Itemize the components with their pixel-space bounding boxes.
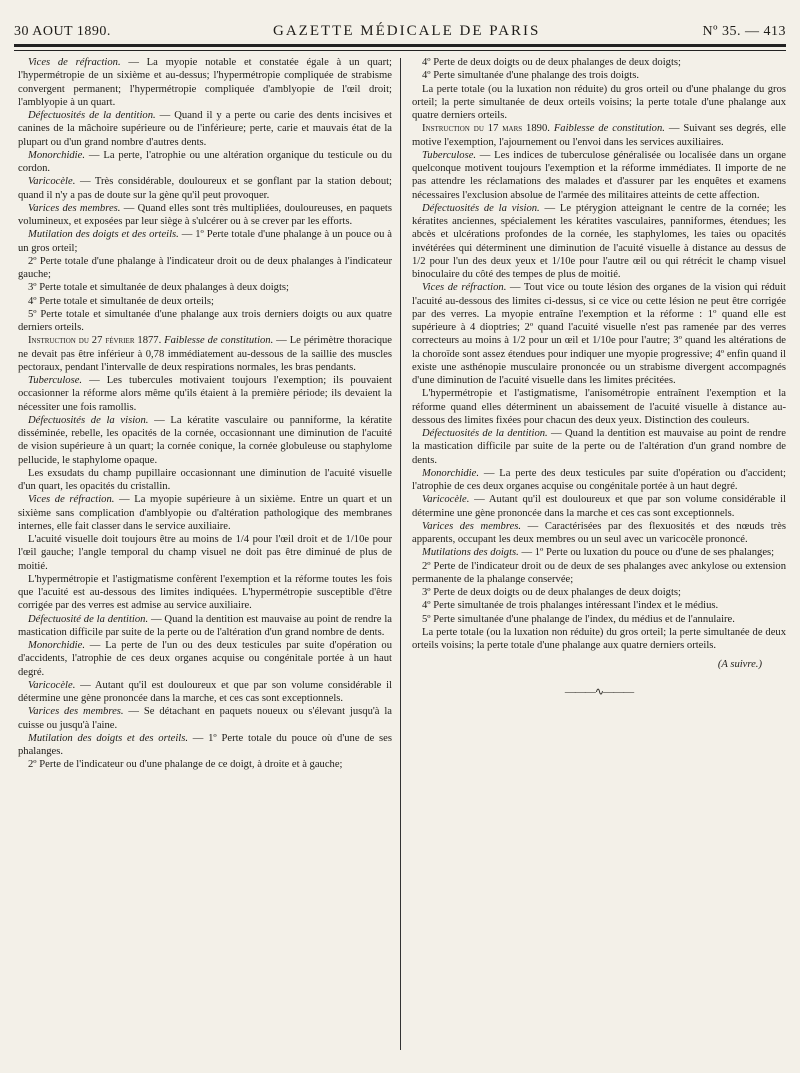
right-column xyxy=(412,56,786,1061)
paragraph-text: — Se détachant en paquets noueux ou s'élevant jusqu'à la cuisse ou jusqu'à l'aine. xyxy=(18,706,392,731)
section-heading: Défectuosités de la dentition. xyxy=(422,428,548,439)
section-heading: Tuberculose. xyxy=(422,149,477,161)
paragraph xyxy=(412,427,786,467)
paragraph xyxy=(18,149,392,176)
section-heading: Défectuosité de la dentition. xyxy=(28,613,149,625)
paragraph-text: 3º Perte de deux doigts ou de deux phalanges de deux doigts; xyxy=(422,587,681,598)
section-heading: Monorchidie. xyxy=(422,467,479,479)
paragraph-text: — Autant qu'il est douloureux et que par son volume considérable il détermine une gène prononcée dans la marche, et ces cas sont exceptionnels. xyxy=(18,679,392,704)
paragraph xyxy=(18,414,392,467)
paragraph xyxy=(18,175,392,202)
paragraph xyxy=(18,705,392,732)
paragraph xyxy=(412,281,786,387)
paragraph-text: — Les tubercules motivaient toujours l'exemption; ils pouvaient occasionner la réforme alors même qu'ils étaient à la première période; ils devaient la nécessiter une fois ramollis. xyxy=(18,375,392,413)
instruction-heading: Instruction du 27 février 1877. xyxy=(28,335,162,347)
section-heading: Faiblesse de constitution. xyxy=(549,123,665,135)
paragraph xyxy=(412,122,786,149)
section-heading: Vices de réfraction. xyxy=(28,494,115,506)
paragraph-text: L'hypermétropie et l'astigmatisme, l'anisométropie entraînent l'exemption et la réforme quand elles déterminent un abaissement de l'acuité visuelle à distance au-dessous des limites fixées pour chacun des deux yeux. Distinction des couleurs. xyxy=(412,388,786,426)
paragraph xyxy=(18,613,392,640)
paragraph xyxy=(412,69,786,82)
paragraph xyxy=(18,281,392,294)
paragraph xyxy=(18,202,392,229)
section-heading: Vices de réfraction. xyxy=(28,57,121,68)
paragraph xyxy=(18,295,392,308)
paragraph-text: La perte totale (ou la luxation non réduite) du gros orteil ou d'une phalange du gros orteil; la perte simultanée de deux orteils voisins; la perte totale d'une phalange aux quatre derniers orteils. xyxy=(412,83,786,121)
paragraph xyxy=(18,228,392,255)
paragraph xyxy=(412,599,786,612)
paragraph-text: 4º Perte totale et simultanée de deux orteils; xyxy=(28,295,214,307)
paragraph-text: 3º Perte totale et simultanée de deux phalanges à deux doigts; xyxy=(28,282,289,294)
section-heading: Varicocèle. xyxy=(422,494,470,506)
header-rule-thin xyxy=(14,50,786,51)
paragraph xyxy=(412,546,786,559)
paragraph-text: — Quand il y a perte ou carie des dents incisives et canines de la mâchoire supérieure ou de l'inférieure; perte, carie et mauvais état de la plupart ou d'un grand nombre d'autres dents. xyxy=(18,110,392,148)
paragraph xyxy=(18,533,392,573)
paragraph xyxy=(18,758,392,771)
paragraph-text: — Le périmètre thoracique ne devait pas être inférieur à 0,78 immédiatement au-dessous de la saillie des muscles pectoraux, pendant l'intervalle de deux respirations normales, les bras pendants. xyxy=(18,335,392,373)
section-heading: Varicocèle. xyxy=(28,679,76,691)
paragraph xyxy=(18,56,392,109)
section-heading: Vices de réfraction. xyxy=(422,282,507,294)
section-heading: Faiblesse de constitution. xyxy=(161,335,274,347)
paragraph-text: 5º Perte totale et simultanée d'une phalange aux trois derniers doigts ou aux quatre derniers orteils. xyxy=(18,308,392,333)
paragraph-text: — 1º Perte totale d'une phalange à un pouce ou à un gros orteil; xyxy=(18,229,392,254)
paragraph-text: 5º Perte simultanée d'une phalange de l'index, du médius et de l'annulaire. xyxy=(422,613,735,625)
paragraph xyxy=(412,83,786,123)
paragraph-text: — Quand la dentition est mauvaise au point de rendre la mastication difficile par suite de la perte ou de l'altération d'un grand nombre de dents. xyxy=(412,428,786,466)
paragraph xyxy=(412,387,786,427)
instruction-heading: Instruction du 17 mars 1890. xyxy=(422,123,550,135)
paragraph-text: — 1º Perte totale du pouce où d'une de ses phalanges. xyxy=(18,732,392,757)
paragraph-text: 4º Perte simultanée de trois phalanges intéressant l'index et le médius. xyxy=(422,600,719,612)
paragraph-text: — Les indices de tuberculose généralisée ou localisée dans un organe quelconque motivent toujours l'exemption et la réforme immédiates. Il importe de ne pas attendre les réclamations des malades et d'assurer par les enquêtes et examens nécessaires l'exclusion absolue de l'armée des militaires atteints de cette affection. xyxy=(412,149,786,201)
paragraph-text: — Quand elles sont très multipliées, douloureuses, en paquets volumineux, et exposées par leur siège à s'ulcérer ou à se crever par les efforts. xyxy=(18,202,392,227)
paragraph xyxy=(412,467,786,494)
paragraph-text: 4º Perte de deux doigts ou de deux phalanges de deux doigts; xyxy=(422,57,681,68)
left-column xyxy=(18,56,392,1061)
paragraph-text: — Suivant ses degrés, elle motive l'exemption, l'ajournement ou l'envoi dans les services auxiliaires. xyxy=(412,123,786,148)
paragraph-text: 4º Perte simultanée d'une phalange des trois doigts. xyxy=(422,70,640,82)
paragraph-text: — Caractérisées par des flexuosités et des nœuds très apparents, occupant les deux membres ou un seul avec un varicocèle prononcé. xyxy=(412,520,786,545)
paragraph-text: — La myopie supérieure à un sixième. Entre un quart et un sixième sans complication d'amblyopie ou d'altération pathologique des membranes internes, elle fait classer dans le service auxiliaire. xyxy=(18,494,392,532)
paragraph-text: 2º Perte de l'indicateur droit ou de deux de ses phalanges avec ankylose ou extension permanente de la phalange conservée; xyxy=(412,560,786,585)
paragraph xyxy=(412,560,786,587)
paragraph-text: L'acuité visuelle doit toujours être au moins de 1/4 pour l'œil droit et de 1/10e pour l'œil gauche; l'angle temporal du champ visuel ne doit pas être diminué de plus de moitié. xyxy=(18,534,392,572)
section-heading: Varices des membres. xyxy=(28,202,121,214)
section-heading: Défectuosités de la vision. xyxy=(28,414,149,426)
issue-number: Nº 35. — 413 xyxy=(702,24,786,39)
paragraph-text: — Tout vice ou toute lésion des organes de la vision qui réduit l'acuité au-dessous des limites ci-dessus, si ce vice ou cette lésion ne peut être corrigée par des verres. La myopie entraîne l'exemption et la réforme : 1º quand elle est supérieure à 4 dioptries; 2º quand l'acuité visuelle n'est pas ramenée par des verres correcteurs au moins à 1/2 pour un œil et 1/10e pour l'autre; 3º quand les altérations de la choroïde sont assez étendues pour indiquer une myopie progressive; 4º enfin quand il existe une asthénopie musculaire prononcée ou un strabisme divergent accompagnés d'une diminution de l'acuité visuelle dans les limites précitées. xyxy=(412,282,786,386)
section-heading: Monorchidie. xyxy=(28,149,85,161)
paragraph-text: — La perte des deux testicules par suite d'opération ou d'accident; l'atrophie de ces deux organes acquise ou congénitale portée à un haut degré. xyxy=(412,467,786,492)
section-heading: Varicocèle. xyxy=(28,176,76,188)
paragraph-text: Les exsudats du champ pupillaire occasionnant une diminution de l'acuité visuelle d'un quart, les opacités du cristallin. xyxy=(18,467,392,492)
ornament-divider: ———∿——— xyxy=(564,685,634,698)
paragraph-text: — Le ptérygion atteignant le centre de la cornée; les kératites anciennes, spécialement les kératites vasculaires, panniformes, étendues; les abcès et ulcérations profondes de la cornée, les staphylomes, les taies ou opacités invétérées qui déterminent une diminution de l'acuité visuelle à distance au dessus de 1/2 pour l'un des deux yeux et 1/10e pour l'autre œil ou qui rétrécit le champ visuel binoculaire du côté des tempes de plus de moitié. xyxy=(412,202,786,280)
issue-date: 30 AOUT 1890. xyxy=(14,24,111,39)
paragraph xyxy=(412,586,786,599)
header-rule-thick xyxy=(14,44,786,47)
paragraph-text: 2º Perte de l'indicateur ou d'une phalange de ce doigt, à droite et à gauche; xyxy=(28,759,343,771)
paragraph xyxy=(18,679,392,706)
section-heading: Défectuosités de la dentition. xyxy=(28,110,156,121)
paragraph-text: La perte totale (ou la luxation non réduite) du gros orteil; la perte simultanée de deux orteils voisins; la perte totale d'une phalange aux quatre derniers orteils. xyxy=(412,626,786,651)
paragraph-text: — Très considérable, douloureux et se gonflant par la station debout; quand il n'y a pas de doute sur la gène qu'il peut provoquer. xyxy=(18,176,392,201)
paragraph xyxy=(18,639,392,679)
section-heading: Mutilation des doigts et des orteils. xyxy=(28,732,189,744)
paragraph xyxy=(18,732,392,759)
paragraph-text: — Autant qu'il est douloureux et que par son volume considérable il détermine une gène prononcée dans la marche et ces cas sont exceptionnels. xyxy=(412,494,786,519)
paragraph xyxy=(18,334,392,374)
section-heading: Monorchidie. xyxy=(28,640,85,651)
paragraph-text: L'hypermétropie et l'astigmatisme confèrent l'exemption et la réforme toutes les fois que l'acuité est au-dessous des limites indiquées. L'hypermétropie susceptible d'être corrigée par des verres est admise au service auxiliaire. xyxy=(18,573,392,612)
paragraph xyxy=(18,109,392,149)
section-heading: Défectuosités de la vision. xyxy=(422,202,540,214)
paragraph xyxy=(18,493,392,533)
paragraph xyxy=(412,613,786,626)
paragraph xyxy=(18,308,392,335)
section-heading: Tuberculose. xyxy=(28,375,83,386)
paragraph xyxy=(412,493,786,520)
paragraph xyxy=(18,374,392,414)
paragraph xyxy=(412,56,786,69)
paragraph-text: — La perte, l'atrophie ou une altération organique du testicule ou du cordon. xyxy=(18,149,392,174)
continuation-note: (A suivre.) xyxy=(717,659,762,671)
journal-title: GAZETTE MÉDICALE DE PARIS xyxy=(273,23,541,39)
paragraph-text: — La myopie notable et constatée égale à un quart; l'hypermétropie de un sixième et au-dessus; l'hypermétropie compliquée de strabisme convergent permanent; l'hypermétropie compliquée d'amblyopie de l'œil droit; l'amblyopie à un quart. xyxy=(18,57,392,108)
section-heading: Mutilations des doigts. xyxy=(422,547,519,559)
paragraph-text: 2º Perte totale d'une phalange à l'indicateur droit ou de deux phalanges à l'indicateur gauche; xyxy=(18,255,392,280)
paragraph-text: — La kératite vasculaire ou panniforme, la kératite disséminée, rebelle, les opacités de la cornée, occasionnant une diminution de l'acuité de vision supérieure à un quart; la cornée conique, la cornée globuleuse ou staphylome pellucide, le staphylome opaque. xyxy=(18,414,392,466)
section-heading: Varices des membres. xyxy=(28,706,124,718)
paragraph-text: — La perte de l'un ou des deux testicules par suite d'opération ou d'accidents, l'atrophie de ces deux organes acquise ou congénitale portée à un haut degré. xyxy=(18,640,392,678)
section-heading: Mutilation des doigts et des orteils. xyxy=(28,229,179,241)
paragraph xyxy=(18,467,392,494)
paragraph-text: — Quand la dentition est mauvaise au point de rendre la mastication difficile par suite de la perte ou de l'altération d'un grand nombre de dents. xyxy=(18,613,392,638)
paragraph xyxy=(412,149,786,202)
paragraph xyxy=(412,626,786,653)
paragraph xyxy=(18,573,392,613)
column-divider xyxy=(400,58,401,1050)
paragraph-text: — 1º Perte ou luxation du pouce ou d'une de ses phalanges; xyxy=(518,547,775,559)
section-heading: Varices des membres. xyxy=(422,520,522,532)
paragraph xyxy=(412,202,786,282)
page-header xyxy=(14,10,786,40)
paragraph xyxy=(412,520,786,547)
paragraph xyxy=(18,255,392,282)
